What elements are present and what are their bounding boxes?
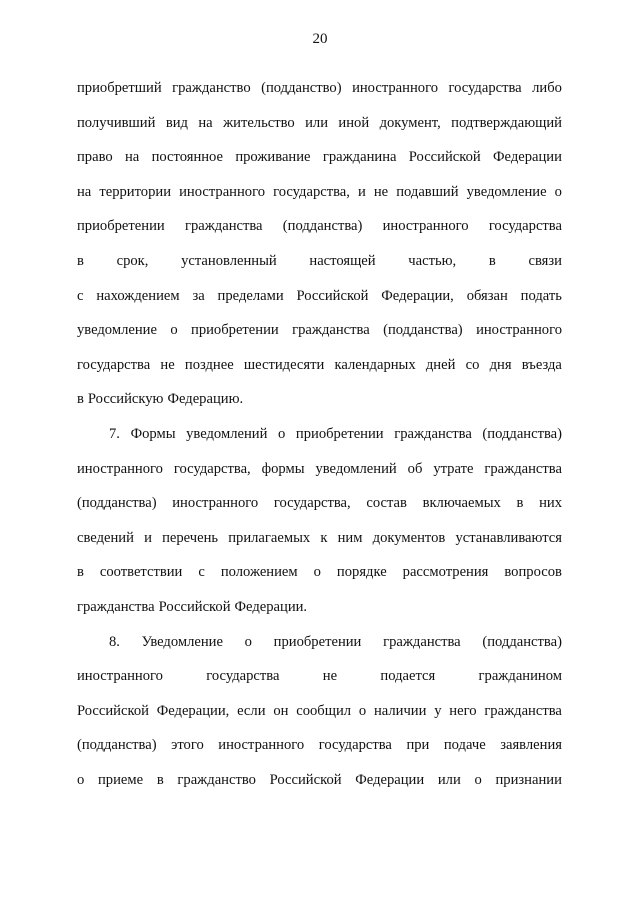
word: территории: [99, 183, 172, 200]
word: Российскую: [87, 391, 164, 408]
text-line: [77, 625, 562, 660]
word: вопросов: [504, 564, 562, 581]
word: гражданства: [77, 598, 155, 615]
word: не: [322, 668, 338, 685]
word: на: [77, 183, 92, 200]
text-line: [77, 106, 562, 141]
word: въезда: [521, 356, 562, 373]
word: гражданство: [172, 80, 251, 96]
word: государства,: [273, 183, 350, 200]
text-line: [77, 521, 562, 556]
word: пределами: [217, 287, 284, 304]
word: подаче: [443, 737, 486, 754]
word: соответствии: [99, 564, 183, 581]
word: заявления: [500, 737, 562, 754]
word: (подданства): [77, 495, 157, 512]
word: состав: [366, 495, 407, 512]
word: он: [273, 702, 289, 719]
word: прилагаемых: [228, 529, 311, 546]
word: уведомление: [466, 183, 547, 200]
word: иностранного: [77, 668, 163, 685]
word: приобретший: [77, 80, 162, 96]
word: в: [77, 391, 84, 408]
word: гражданином: [478, 668, 562, 685]
word: Российской: [269, 771, 342, 788]
word: гражданина: [322, 149, 397, 166]
text-line: [77, 694, 562, 729]
word: государства: [488, 218, 562, 235]
word: и: [144, 529, 152, 546]
word: гражданства: [383, 633, 461, 650]
word: об: [407, 460, 423, 477]
word: подавший: [396, 183, 459, 200]
word: этого: [171, 737, 204, 754]
word: в: [77, 564, 84, 581]
word: Уведомление: [141, 633, 223, 650]
word: них: [539, 495, 562, 512]
word: жительство: [223, 114, 295, 131]
text-line: [77, 313, 562, 348]
text-line: [77, 175, 562, 210]
word: вид: [165, 114, 188, 131]
word: гражданство: [177, 771, 256, 788]
word: Федерации: [493, 149, 562, 166]
word: срок,: [116, 252, 149, 269]
text-line: [77, 244, 562, 279]
word: (подданство): [261, 80, 342, 96]
word: с: [198, 564, 205, 581]
word: документов: [372, 529, 446, 546]
word: календарных: [334, 356, 416, 373]
word: включаемых: [422, 495, 501, 512]
word: дней: [425, 356, 456, 373]
word: гражданства: [184, 218, 263, 235]
word: и: [357, 183, 366, 200]
word: (подданства): [482, 425, 562, 442]
word: иностранного: [77, 460, 163, 477]
word: государства,: [173, 460, 251, 477]
word: частью,: [408, 252, 457, 269]
text-line: [77, 659, 562, 694]
word: уведомлений: [315, 460, 397, 477]
text-line: [77, 452, 562, 487]
word: государства: [206, 668, 280, 685]
word: наличии: [373, 702, 427, 719]
word: о: [244, 633, 252, 650]
word: или: [305, 114, 329, 131]
text-line: [77, 555, 562, 590]
word: шестидесяти: [243, 356, 325, 373]
word: не: [373, 183, 389, 200]
word: иной: [338, 114, 370, 131]
word: в: [516, 495, 524, 512]
word: (подданства): [77, 737, 157, 754]
word: иностранного: [179, 183, 266, 200]
word: приобретении: [191, 322, 279, 339]
word: государства: [77, 356, 151, 373]
word: о: [313, 564, 321, 581]
word: иностранного: [476, 322, 562, 339]
word: о: [278, 425, 286, 442]
word: настоящей: [309, 252, 376, 269]
word: документ,: [379, 114, 441, 131]
word: уведомлений: [186, 425, 268, 442]
word: иностранного: [172, 495, 259, 512]
text-line: [77, 763, 562, 798]
word: при: [406, 737, 430, 754]
word: 8.: [109, 633, 120, 650]
text-line: [77, 728, 562, 763]
word: о: [474, 771, 482, 788]
word: приобретении: [295, 425, 384, 442]
word: Формы: [130, 425, 176, 442]
word: гражданства: [394, 425, 472, 442]
word: подтверждающий: [451, 114, 562, 131]
word: (подданства): [383, 322, 463, 339]
word: Российской: [158, 598, 231, 615]
word: связи: [528, 252, 562, 269]
text-line: [77, 140, 562, 175]
word: на: [198, 114, 213, 131]
word: с: [77, 287, 84, 304]
word: государства: [448, 80, 522, 96]
word: в: [77, 252, 84, 269]
word: устанавливаются: [455, 529, 562, 546]
word: государства,: [273, 495, 351, 512]
word: не: [160, 356, 175, 373]
word: Федерации,: [381, 287, 454, 304]
word: перечень: [162, 529, 219, 546]
word: дня: [489, 356, 512, 373]
word: в: [156, 771, 164, 788]
word: приобретении: [273, 633, 362, 650]
word: ним: [337, 529, 363, 546]
word: гражданства: [292, 322, 370, 339]
word: или: [437, 771, 461, 788]
text-line: [77, 382, 562, 417]
word: гражданства: [484, 702, 562, 719]
text-line: [77, 417, 562, 452]
word: Российской: [408, 149, 481, 166]
word: сообщил: [296, 702, 352, 719]
word: подать: [520, 287, 562, 304]
word: позднее: [184, 356, 234, 373]
word: приеме: [98, 771, 144, 788]
word: получивший: [77, 114, 156, 131]
word: о: [554, 183, 562, 200]
text-line: [77, 279, 562, 314]
word: в: [488, 252, 496, 269]
text-line: [77, 590, 562, 625]
word: положением: [220, 564, 298, 581]
word: Федерацию.: [167, 391, 244, 408]
word: государства: [318, 737, 392, 754]
word: у: [434, 702, 442, 719]
word: порядке: [336, 564, 387, 581]
word: утрате: [433, 460, 474, 477]
word: рассмотрения: [402, 564, 489, 581]
word: проживание: [235, 149, 311, 166]
word: к: [320, 529, 328, 546]
word: Российской: [296, 287, 369, 304]
word: (подданства): [282, 218, 363, 235]
word: Федерации.: [234, 598, 308, 615]
page-number: 20: [312, 31, 328, 47]
word: него: [449, 702, 477, 719]
word: со: [465, 356, 480, 373]
word: иностранного: [382, 218, 469, 235]
word: Федерации,: [156, 702, 230, 719]
word: за: [192, 287, 205, 304]
word: постоянное: [151, 149, 224, 166]
word: иностранного: [352, 80, 438, 96]
word: установленный: [181, 252, 277, 269]
word: о: [170, 322, 178, 339]
word: иностранного: [218, 737, 305, 754]
word: если: [237, 702, 266, 719]
word: (подданства): [482, 633, 562, 650]
word: формы: [261, 460, 305, 477]
word: нахождением: [96, 287, 180, 304]
word: о: [77, 771, 85, 788]
text-line: [77, 71, 562, 106]
word: право: [77, 149, 113, 166]
word: признании: [495, 771, 562, 788]
text-line: [77, 209, 562, 244]
word: Федерации: [355, 771, 425, 788]
text-line: [77, 348, 562, 383]
word: приобретении: [77, 218, 165, 235]
word: на: [124, 149, 140, 166]
word: подается: [380, 668, 436, 685]
word: уведомление: [77, 322, 157, 339]
word: 7.: [109, 425, 120, 442]
word: Российской: [77, 702, 149, 719]
text-line: [77, 486, 562, 521]
word: обязан: [466, 287, 508, 304]
word: либо: [532, 80, 562, 96]
document-body: [77, 71, 562, 797]
word: гражданства: [484, 460, 562, 477]
word: о: [358, 702, 367, 719]
word: сведений: [77, 529, 134, 546]
